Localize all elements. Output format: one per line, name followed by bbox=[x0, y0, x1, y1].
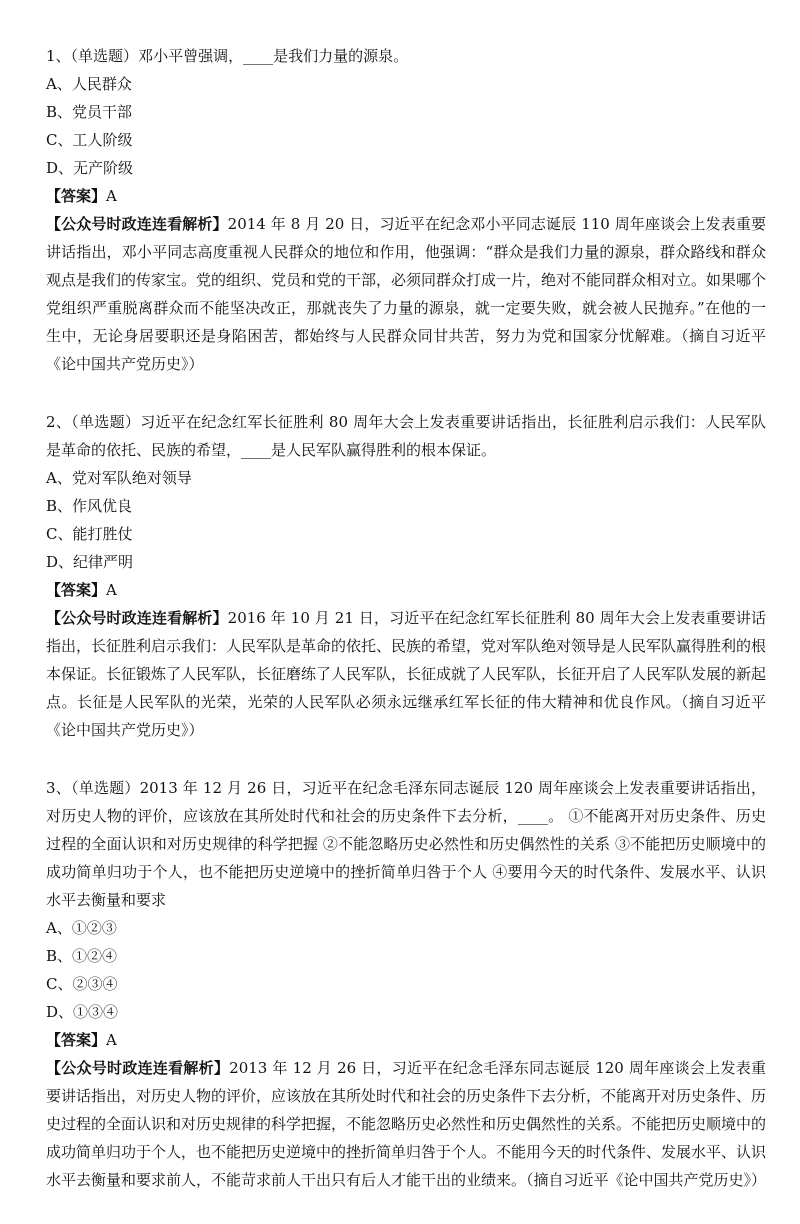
question-stem bbox=[46, 408, 766, 464]
answer-value: A bbox=[106, 581, 117, 599]
analysis-text: 2013 年 12 月 26 日，习近平在纪念毛泽东同志诞辰 120 周年座谈会上发表重要讲话指出，对历史人物的评价，应该放在其所处时代和社会的历史条件下去分析，不能离开对历史条件、历史过程的全面认识和对历史规律的科学把握，不能忽略历史必然性和历史偶然性的关系。不能把历史顺境中的成功简单归功于个人，也不能把历史逆境中的挫折简单归咎于个人。不能用今天的时代条件、发展水平、认识水平去衡量和要求前人，不能苛求前人干出只有后人才能干出的业绩来。（摘自习近平《论中国共产党历史》） bbox=[46, 1059, 767, 1189]
answer-line bbox=[46, 576, 766, 604]
answer-label: 【答案】 bbox=[46, 581, 107, 599]
option-a: A、①②③ bbox=[46, 919, 117, 937]
question-1 bbox=[46, 42, 766, 378]
option-d: D、纪律严明 bbox=[46, 553, 134, 571]
question-number: 1、 bbox=[46, 47, 71, 65]
question-text: 邓小平曾强调，____是我们力量的源泉。 bbox=[138, 47, 409, 65]
question-2 bbox=[46, 408, 766, 744]
answer-label: 【答案】 bbox=[46, 187, 107, 205]
answer-line bbox=[46, 1026, 766, 1054]
question-type: （单选题） bbox=[70, 779, 140, 797]
question-3 bbox=[46, 774, 766, 1194]
analysis-text: 2014 年 8 月 20 日，习近平在纪念邓小平同志诞辰 110 周年座谈会上发表重要讲话指出，邓小平同志高度重视人民群众的地位和作用，他强调：“群众是我们力量的源泉，群众路线和群众观点是我们的传家宝。党的组织、党员和党的干部，必须同群众打成一片，绝对不能同群众相对立。如果哪个党组织严重脱离群众而不能坚决改正，那就丧失了力量的源泉，就一定要失败，就会被人民抛弃。”在他的一生中，无论身居要职还是身陷困苦，都始终与人民群众同甘共苦，努力为党和国家分忧解难。（摘自习近平《论中国共产党历史》） bbox=[46, 215, 767, 373]
analysis-paragraph bbox=[46, 210, 766, 378]
analysis-label: 【公众号时政连连看解析】 bbox=[46, 215, 228, 233]
option-c: C、工人阶级 bbox=[46, 131, 133, 149]
answer-value: A bbox=[106, 1031, 117, 1049]
question-type: （单选题） bbox=[70, 47, 139, 65]
analysis-label: 【公众号时政连连看解析】 bbox=[46, 1059, 230, 1077]
analysis-label: 【公众号时政连连看解析】 bbox=[46, 609, 228, 627]
analysis-text: 2016 年 10 月 21 日，习近平在纪念红军长征胜利 80 周年大会上发表重要讲话指出，长征胜利启示我们：人民军队是革命的依托、民族的希望，党对军队绝对领导是人民军队赢得胜利的根本保证。长征锻炼了人民军队，长征磨练了人民军队，长征成就了人民军队，长征开启了人民军队发展的新起点。长征是人民军队的光荣，光荣的人民军队必须永远继承红军长征的伟大精神和优良作风。（摘自习近平《论中国共产党历史》） bbox=[46, 609, 767, 739]
question-text: 习近平在纪念红军长征胜利 80 周年大会上发表重要讲话指出，长征胜利启示我们：人民军队是革命的依托、民族的希望，____是人民军队赢得胜利的根本保证。 bbox=[46, 413, 766, 459]
option-d: D、①③④ bbox=[46, 1003, 119, 1021]
analysis-paragraph bbox=[46, 604, 766, 744]
question-type: （单选题） bbox=[71, 413, 141, 431]
option-c: C、能打胜仗 bbox=[46, 525, 133, 543]
question-number: 2、 bbox=[46, 413, 72, 431]
option-b: B、党员干部 bbox=[46, 103, 133, 121]
option-c: C、②③④ bbox=[46, 975, 118, 993]
option-a: A、人民群众 bbox=[46, 75, 132, 93]
question-number: 3、 bbox=[46, 779, 71, 797]
option-b: B、①②④ bbox=[46, 947, 118, 965]
answer-label: 【答案】 bbox=[46, 1031, 107, 1049]
question-stem bbox=[46, 42, 766, 70]
question-text: 2013 年 12 月 26 日，习近平在纪念毛泽东同志诞辰 120 周年座谈会上发表重要讲话指出，对历史人物的评价，应该放在其所处时代和社会的历史条件下去分析，____。 ①不能离开对历史条件、历史过程的全面认识和对历史规律的科学把握 ②不能忽略历史必然性和历史偶然性的关系 ③不能把历史顺境中的成功简单归功于个人，也不能把历史逆境中的挫折简单归咎于个人 ④要用今天的时代条件、发展水平、认识水平去衡量和要求 bbox=[46, 779, 767, 909]
answer-value: A bbox=[106, 187, 117, 205]
document-page bbox=[46, 42, 766, 1224]
option-d: D、无产阶级 bbox=[46, 159, 134, 177]
analysis-paragraph bbox=[46, 1054, 766, 1194]
answer-line bbox=[46, 182, 766, 210]
question-stem bbox=[46, 774, 766, 914]
option-b: B、作风优良 bbox=[46, 497, 133, 515]
option-a: A、党对军队绝对领导 bbox=[46, 469, 192, 487]
